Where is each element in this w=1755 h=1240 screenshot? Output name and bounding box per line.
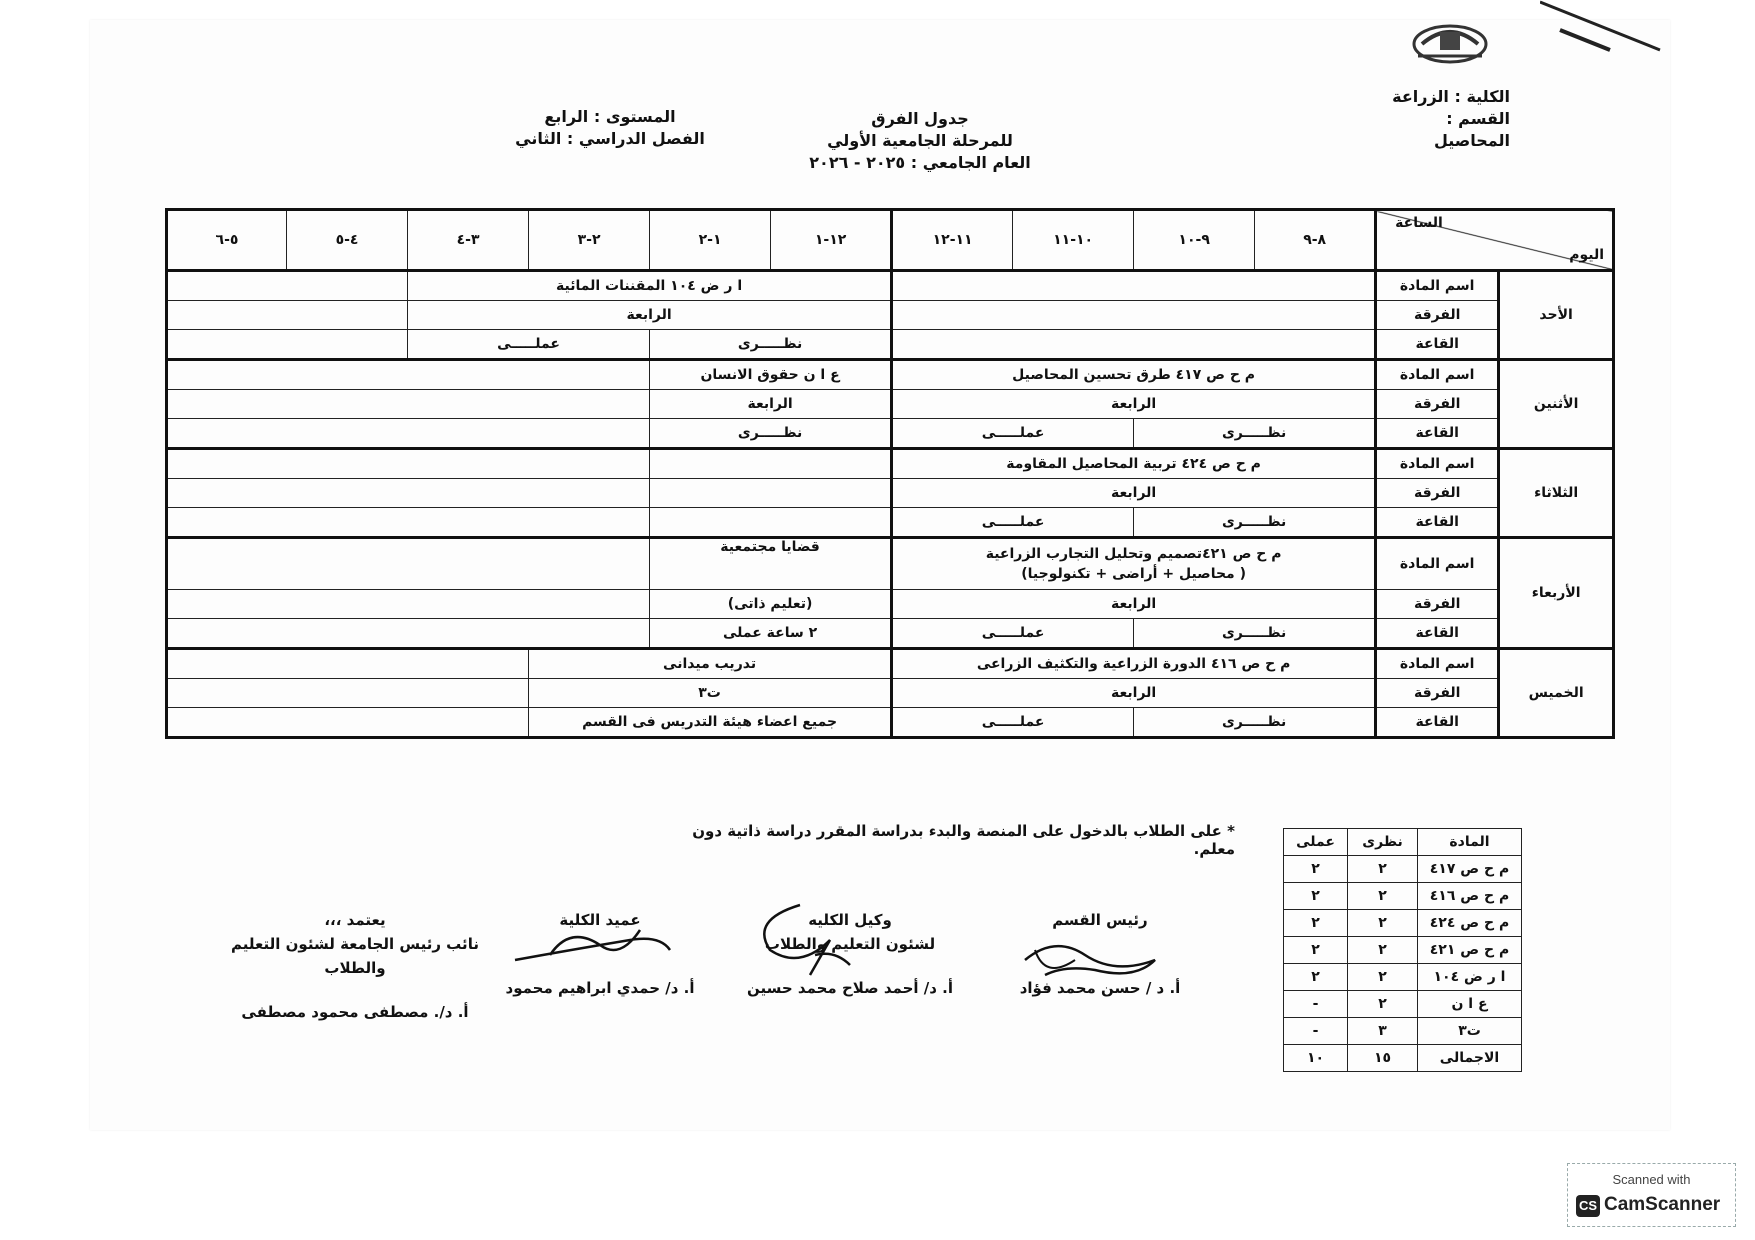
row-label-room: القاعة [1376, 508, 1499, 538]
head-title: رئيس القسم [1052, 911, 1148, 929]
wednesday-course-row [167, 538, 1614, 590]
monday-course-a: م ح ص ٤١٧ طرق تحسين المحاصيل [892, 360, 1376, 390]
row-label-room: القاعة [1376, 708, 1499, 738]
tuesday-course: م ح ص ٤٢٤ تربية المحاصيل المقاومة [892, 449, 1376, 479]
empty-cell [167, 619, 650, 649]
president-title: يعتمد ،،، [324, 911, 386, 929]
header-row [167, 210, 1614, 271]
slot-header: ٨-٩ [1255, 210, 1376, 271]
summary-course: م ح ص ٤١٧ [1418, 856, 1522, 883]
sunday-room-row [167, 330, 1614, 360]
vice-name: أ. د/ أحمد صلاح محمد حسين [746, 979, 953, 997]
semester-label: الفصل الدراسي : الثاني [515, 129, 705, 148]
row-label-course: اسم المادة [1376, 538, 1499, 590]
dean-title: عميد الكلية [559, 911, 641, 929]
president-name: أ. د/. مصطفى محمود مصطفى [241, 1003, 469, 1021]
empty-cell [167, 271, 408, 301]
summary-practical: - [1284, 1018, 1348, 1045]
slot-header: ١٠-١١ [1013, 210, 1134, 271]
summary-practical: ٢ [1284, 883, 1348, 910]
summary-theory: ٢ [1348, 991, 1418, 1018]
scanned-with-label: Scanned with [1612, 1172, 1691, 1187]
sunday-group-row [167, 301, 1614, 330]
camscanner-logo-icon: CS [1576, 1195, 1600, 1217]
monday-theory-b: نظـــــرى [650, 419, 892, 449]
row-label-course: اسم المادة [1376, 649, 1499, 679]
summary-theory: ٢ [1348, 856, 1418, 883]
summary-practical: ٢ [1284, 964, 1348, 991]
wednesday-course-line1: م ح ص ٤٢١تصميم وتحليل التجارب الزراعية [985, 546, 1282, 562]
vice-title: وكيل الكليه [808, 911, 892, 929]
day-monday: الأثنين [1499, 360, 1614, 449]
empty-cell [650, 508, 892, 538]
day-sunday: الأحد [1499, 271, 1614, 360]
university-logo-icon [1408, 16, 1492, 66]
summary-row [1284, 856, 1522, 883]
summary-practical: ٢ [1284, 910, 1348, 937]
day-thursday: الخميس [1499, 649, 1614, 738]
stage-label: للمرحلة الجامعية الأولي [827, 131, 1013, 150]
thursday-room-row [167, 708, 1614, 738]
thursday-theory: نظـــــرى [1134, 708, 1376, 738]
row-label-course: اسم المادة [1376, 449, 1499, 479]
monday-group-row [167, 390, 1614, 419]
tuesday-group: الرابعة [892, 479, 1376, 508]
summary-header: المادة [1418, 829, 1522, 856]
wednesday-theory: نظـــــرى [1134, 619, 1376, 649]
thursday-course: م ح ص ٤١٦ الدورة الزراعية والتكثيف الزراعى [892, 649, 1376, 679]
tuesday-group-row [167, 479, 1614, 508]
slot-header: ١١-١٢ [892, 210, 1013, 271]
sunday-group: الرابعة [408, 301, 892, 330]
signature-vice-president [200, 908, 510, 1024]
tuesday-theory: نظـــــرى [1134, 508, 1376, 538]
empty-cell [892, 330, 1376, 360]
thursday-group-row [167, 679, 1614, 708]
summary-practical: ٢ [1284, 937, 1348, 964]
dean-name: أ. د/ حمدي ابراهيم محمود [505, 979, 695, 997]
level-label: المستوى : الرابع [544, 107, 676, 126]
summary-row [1284, 883, 1522, 910]
row-label-course: اسم المادة [1376, 360, 1499, 390]
summary-course: م ح ص ٤٢٤ [1418, 910, 1522, 937]
self-study-note: * على الطلاب بالدخول على المنصة والبدء بدراسة المقرر دراسة ذاتية دون معلم. [692, 822, 1235, 858]
wednesday-course-b: قضايا مجتمعية [650, 538, 892, 590]
summary-total-row [1284, 1045, 1522, 1072]
row-label-group: الفرقة [1376, 590, 1499, 619]
president-subtitle: نائب رئيس الجامعة لشئون التعليم والطلاب [231, 935, 479, 977]
summary-course: ع ا ن [1418, 991, 1522, 1018]
summary-row [1284, 964, 1522, 991]
schedule-title: جدول الفرق [871, 109, 969, 128]
summary-theory: ٢ [1348, 883, 1418, 910]
empty-cell [650, 449, 892, 479]
day-tuesday: الثلاثاء [1499, 449, 1614, 538]
page-corner-mark [1540, 0, 1680, 60]
summary-course: ا ر ض ١٠٤ [1418, 964, 1522, 991]
wednesday-room-row [167, 619, 1614, 649]
summary-course: م ح ص ٤٢١ [1418, 937, 1522, 964]
wednesday-course-line2: ( محاصيل + أراضى + تكنولوجيا) [1021, 566, 1246, 582]
summary-theory: ٣ [1348, 1018, 1418, 1045]
summary-practical: - [1284, 991, 1348, 1018]
tuesday-course-row [167, 449, 1614, 479]
slot-header: ٩-١٠ [1134, 210, 1255, 271]
empty-cell [167, 590, 650, 619]
thursday-course-b: تدريب ميدانى [529, 649, 892, 679]
academic-year: العام الجامعي : ٢٠٢٥ - ٢٠٢٦ [809, 153, 1031, 172]
row-label-group: الفرقة [1376, 390, 1499, 419]
thursday-group-b: ت٣ [529, 679, 892, 708]
empty-cell [167, 449, 650, 479]
schedule-title-block [800, 108, 1040, 174]
empty-cell [167, 419, 650, 449]
summary-row [1284, 991, 1522, 1018]
corner-cell [1376, 210, 1614, 271]
tuesday-room-row [167, 508, 1614, 538]
empty-cell [167, 390, 650, 419]
summary-header: نظرى [1348, 829, 1418, 856]
monday-course-row [167, 360, 1614, 390]
monday-practical-a: عملـــــى [892, 419, 1134, 449]
sunday-theory: نظـــــرى [650, 330, 892, 360]
empty-cell [167, 479, 650, 508]
wednesday-group-row [167, 590, 1614, 619]
day-wednesday: الأربعاء [1499, 538, 1614, 649]
empty-cell [167, 330, 408, 360]
thursday-practical: عملـــــى [892, 708, 1134, 738]
summary-total-theory: ١٥ [1348, 1045, 1418, 1072]
wednesday-course [892, 538, 1376, 590]
thursday-room-b: جميع اعضاء هيئة التدريس فى القسم [529, 708, 892, 738]
camscanner-label: CamScanner [1604, 1194, 1721, 1215]
summary-course: ت٣ [1418, 1018, 1522, 1045]
slot-header: ١-٢ [650, 210, 771, 271]
row-label-room: القاعة [1376, 619, 1499, 649]
slot-header: ٣-٤ [408, 210, 529, 271]
head-signature-scribble-icon [1015, 930, 1165, 990]
wednesday-group: الرابعة [892, 590, 1376, 619]
corner-day-label: اليوم [1569, 247, 1604, 263]
sunday-course-row [167, 271, 1614, 301]
row-label-room: القاعة [1376, 330, 1499, 360]
slot-header: ٥-٦ [167, 210, 287, 271]
summary-row [1284, 937, 1522, 964]
empty-cell [892, 301, 1376, 330]
sunday-course: ا ر ض ١٠٤ المقننات المائية [408, 271, 892, 301]
row-label-course: اسم المادة [1376, 271, 1499, 301]
row-label-room: القاعة [1376, 419, 1499, 449]
slot-header: ١٢-١ [771, 210, 892, 271]
thursday-course-row [167, 649, 1614, 679]
monday-group-a: الرابعة [892, 390, 1376, 419]
empty-cell [167, 649, 529, 679]
summary-header-row [1284, 829, 1522, 856]
wednesday-group-b: (تعليم ذاتى) [650, 590, 892, 619]
monday-group-b: الرابعة [650, 390, 892, 419]
summary-row [1284, 1018, 1522, 1045]
summary-row [1284, 910, 1522, 937]
monday-room-row [167, 419, 1614, 449]
slot-header: ٤-٥ [287, 210, 408, 271]
camscanner-watermark [1567, 1163, 1736, 1227]
row-label-group: الفرقة [1376, 479, 1499, 508]
empty-cell [167, 679, 529, 708]
monday-theory-a: نظـــــرى [1134, 419, 1376, 449]
empty-cell [167, 508, 650, 538]
empty-cell [167, 708, 529, 738]
department-label: القسم : المحاصيل [1433, 109, 1510, 150]
level-block [510, 106, 710, 150]
faculty-label: الكلية : الزراعة [1392, 87, 1510, 106]
sunday-practical: عملـــــى [408, 330, 650, 360]
thursday-group: الرابعة [892, 679, 1376, 708]
tuesday-practical: عملـــــى [892, 508, 1134, 538]
empty-cell [650, 479, 892, 508]
dean-signature-scribble-icon [510, 920, 680, 970]
row-label-group: الفرقة [1376, 301, 1499, 330]
slot-header: ٢-٣ [529, 210, 650, 271]
head-name: أ. د / حسن محمد فؤاد [1019, 979, 1181, 997]
summary-theory: ٢ [1348, 937, 1418, 964]
summary-practical: ٢ [1284, 856, 1348, 883]
wednesday-practical: عملـــــى [892, 619, 1134, 649]
weekly-schedule-table [165, 208, 1615, 739]
hours-summary-table [1283, 828, 1522, 1072]
summary-course: م ح ص ٤١٦ [1418, 883, 1522, 910]
row-label-group: الفرقة [1376, 679, 1499, 708]
vice-subtitle: لشئون التعليم والطلاب [764, 935, 936, 953]
wednesday-room-b: ٢ ساعة عملى [650, 619, 892, 649]
empty-cell [167, 360, 650, 390]
corner-hour-label: الساعة [1395, 215, 1443, 231]
empty-cell [167, 301, 408, 330]
summary-header: عملى [1284, 829, 1348, 856]
summary-theory: ٢ [1348, 964, 1418, 991]
summary-total-practical: ١٠ [1284, 1045, 1348, 1072]
faculty-info [1390, 86, 1510, 152]
vice-signature-scribble-icon [740, 900, 860, 980]
summary-theory: ٢ [1348, 910, 1418, 937]
summary-total-label: الاجمالى [1418, 1045, 1522, 1072]
empty-cell [892, 271, 1376, 301]
empty-cell [167, 538, 650, 590]
monday-course-b: ع ا ن حقوق الانسان [650, 360, 892, 390]
